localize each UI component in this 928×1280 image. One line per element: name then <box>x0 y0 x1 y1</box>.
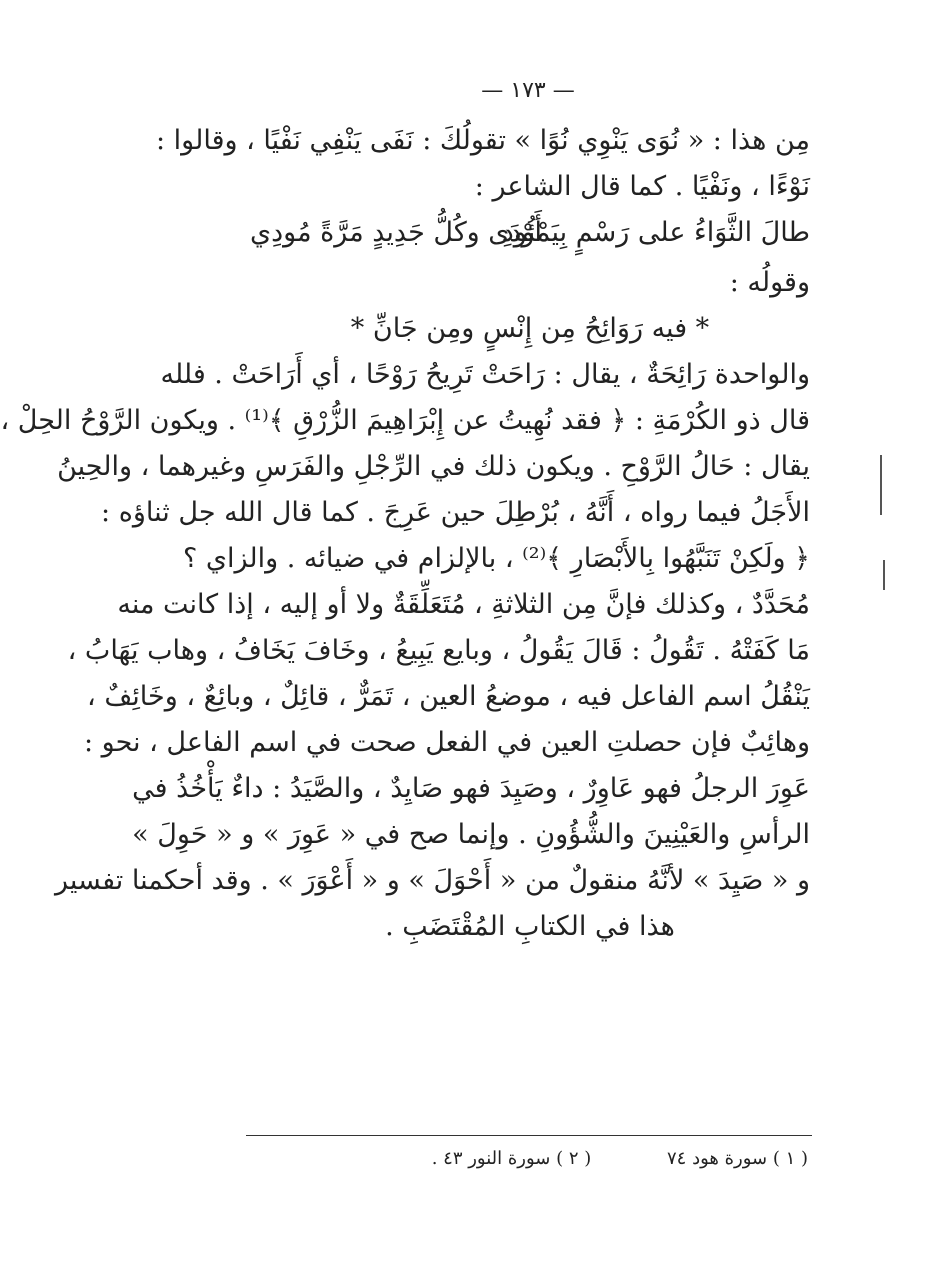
text-line: الرأسِ والعَيْنِينَ والشُّؤُونِ . وإنما صح في « عَوِرَ » و « حَوِلَ » <box>132 819 810 850</box>
footnote-2: ( ٢ ) سورة النور ٤٣ . <box>431 1148 592 1169</box>
scan-artifact <box>880 455 882 515</box>
footnote-divider <box>246 1135 812 1136</box>
footnotes <box>388 1148 808 1169</box>
footnote-1: ( ١ ) سورة هود ٧٤ <box>667 1148 808 1169</box>
verse-second-hemistich: أَوْدَى وكُلُّ جَدِيدٍ مَرَّةً مُودِي <box>250 217 542 248</box>
text-line: نَوْءًا ، ونَفْيًا . كما قال الشاعر : <box>474 171 810 202</box>
text-line: يَنْقُلُ اسم الفاعل فيه ، موضعُ العين ، تَمَرٌّ ، قائِلٌ ، وبائِعٌ ، وخَائِفٌ ، <box>87 681 810 712</box>
text-line: وقولُه : <box>729 267 810 298</box>
text-line: وهائِبٌ فإن حصلتِ العين في الفعل صحت في اسم الفاعل ، نحو : <box>83 727 810 758</box>
scan-artifact <box>883 560 885 590</box>
quoted-hemistich: * فيه رَوَائِحُ مِن إِنْسٍ ومِن جَانِّ * <box>350 313 710 344</box>
text-line: يقال : حَالُ الرَّوْحِ . ويكون ذلك في الرِّجْلِ والفَرَسِ وغيرهما ، والحِينُ <box>57 451 810 482</box>
text-line: مُحَدَّدٌ ، وكذلك فإنَّ مِن الثلاثةِ ، مُتَعَلِّقَةٌ ولا أو إليه ، إذا كانت منه <box>117 589 810 620</box>
poetry-verse <box>250 210 810 260</box>
body-text <box>0 118 810 950</box>
text-line: عَوِرَ الرجلُ فهو عَاوِرٌ ، وصَيِدَ فهو صَايِدٌ ، والصَّيَدُ : داءٌ يَأْخُذُ في <box>132 773 810 804</box>
text-line: الأَجَلُ فيما رواه ، أَنَّهُ ، بُرْطِلَ حين عَرِجَ . كما قال الله جل ثناؤه : <box>101 497 810 528</box>
text-line: مِن هذا : « نُوَى يَنْوِي نُوًا » تقولُكَ : نَفَى يَنْفِي نَفْيًا ، وقالوا : <box>155 125 810 156</box>
verse-first-hemistich: طالَ الثَّوَاءُ على رَسْمٍ بِيَمْئُودِ <box>501 217 810 248</box>
text-line: قال ذو الكُرْمَةِ : ﴿ فقد نُهِيتُ عن إِبْرَاهِيمَ الزُّرْقِ ﴾⁽¹⁾ . ويكون الرَّوْحُ الحِلْ ، <box>0 405 810 436</box>
page-number: — ١٧٣ — <box>481 78 575 103</box>
text-line: مَا كَفَتْهُ . تَقُولُ : قَالَ يَقُولُ ، وبايع يَبِيعُ ، وخَافَ يَخَافُ ، وهاب يَهَابُ ، <box>67 635 810 666</box>
text-line: ﴿ ولَكِنْ تَنَبَّهُوا بِالأَبْصَارِ ﴾⁽²⁾ ، بالإلزام في ضيائه . والزاي ؟ <box>182 543 810 574</box>
text-line: و « صَيِدَ » لأنَّهُ منقولٌ من « أَحْوَلَ » و « أَعْوَرَ » . وقد أحكمنا تفسير <box>54 865 810 896</box>
text-line: والواحدة رَائِحَةٌ ، يقال : رَاحَتْ تَرِيحُ رَوْحًا ، أي أَرَاحَتْ . فلله <box>160 359 810 390</box>
text-line-final: هذا في الكتابِ المُقْتَضَبِ . <box>385 911 675 942</box>
